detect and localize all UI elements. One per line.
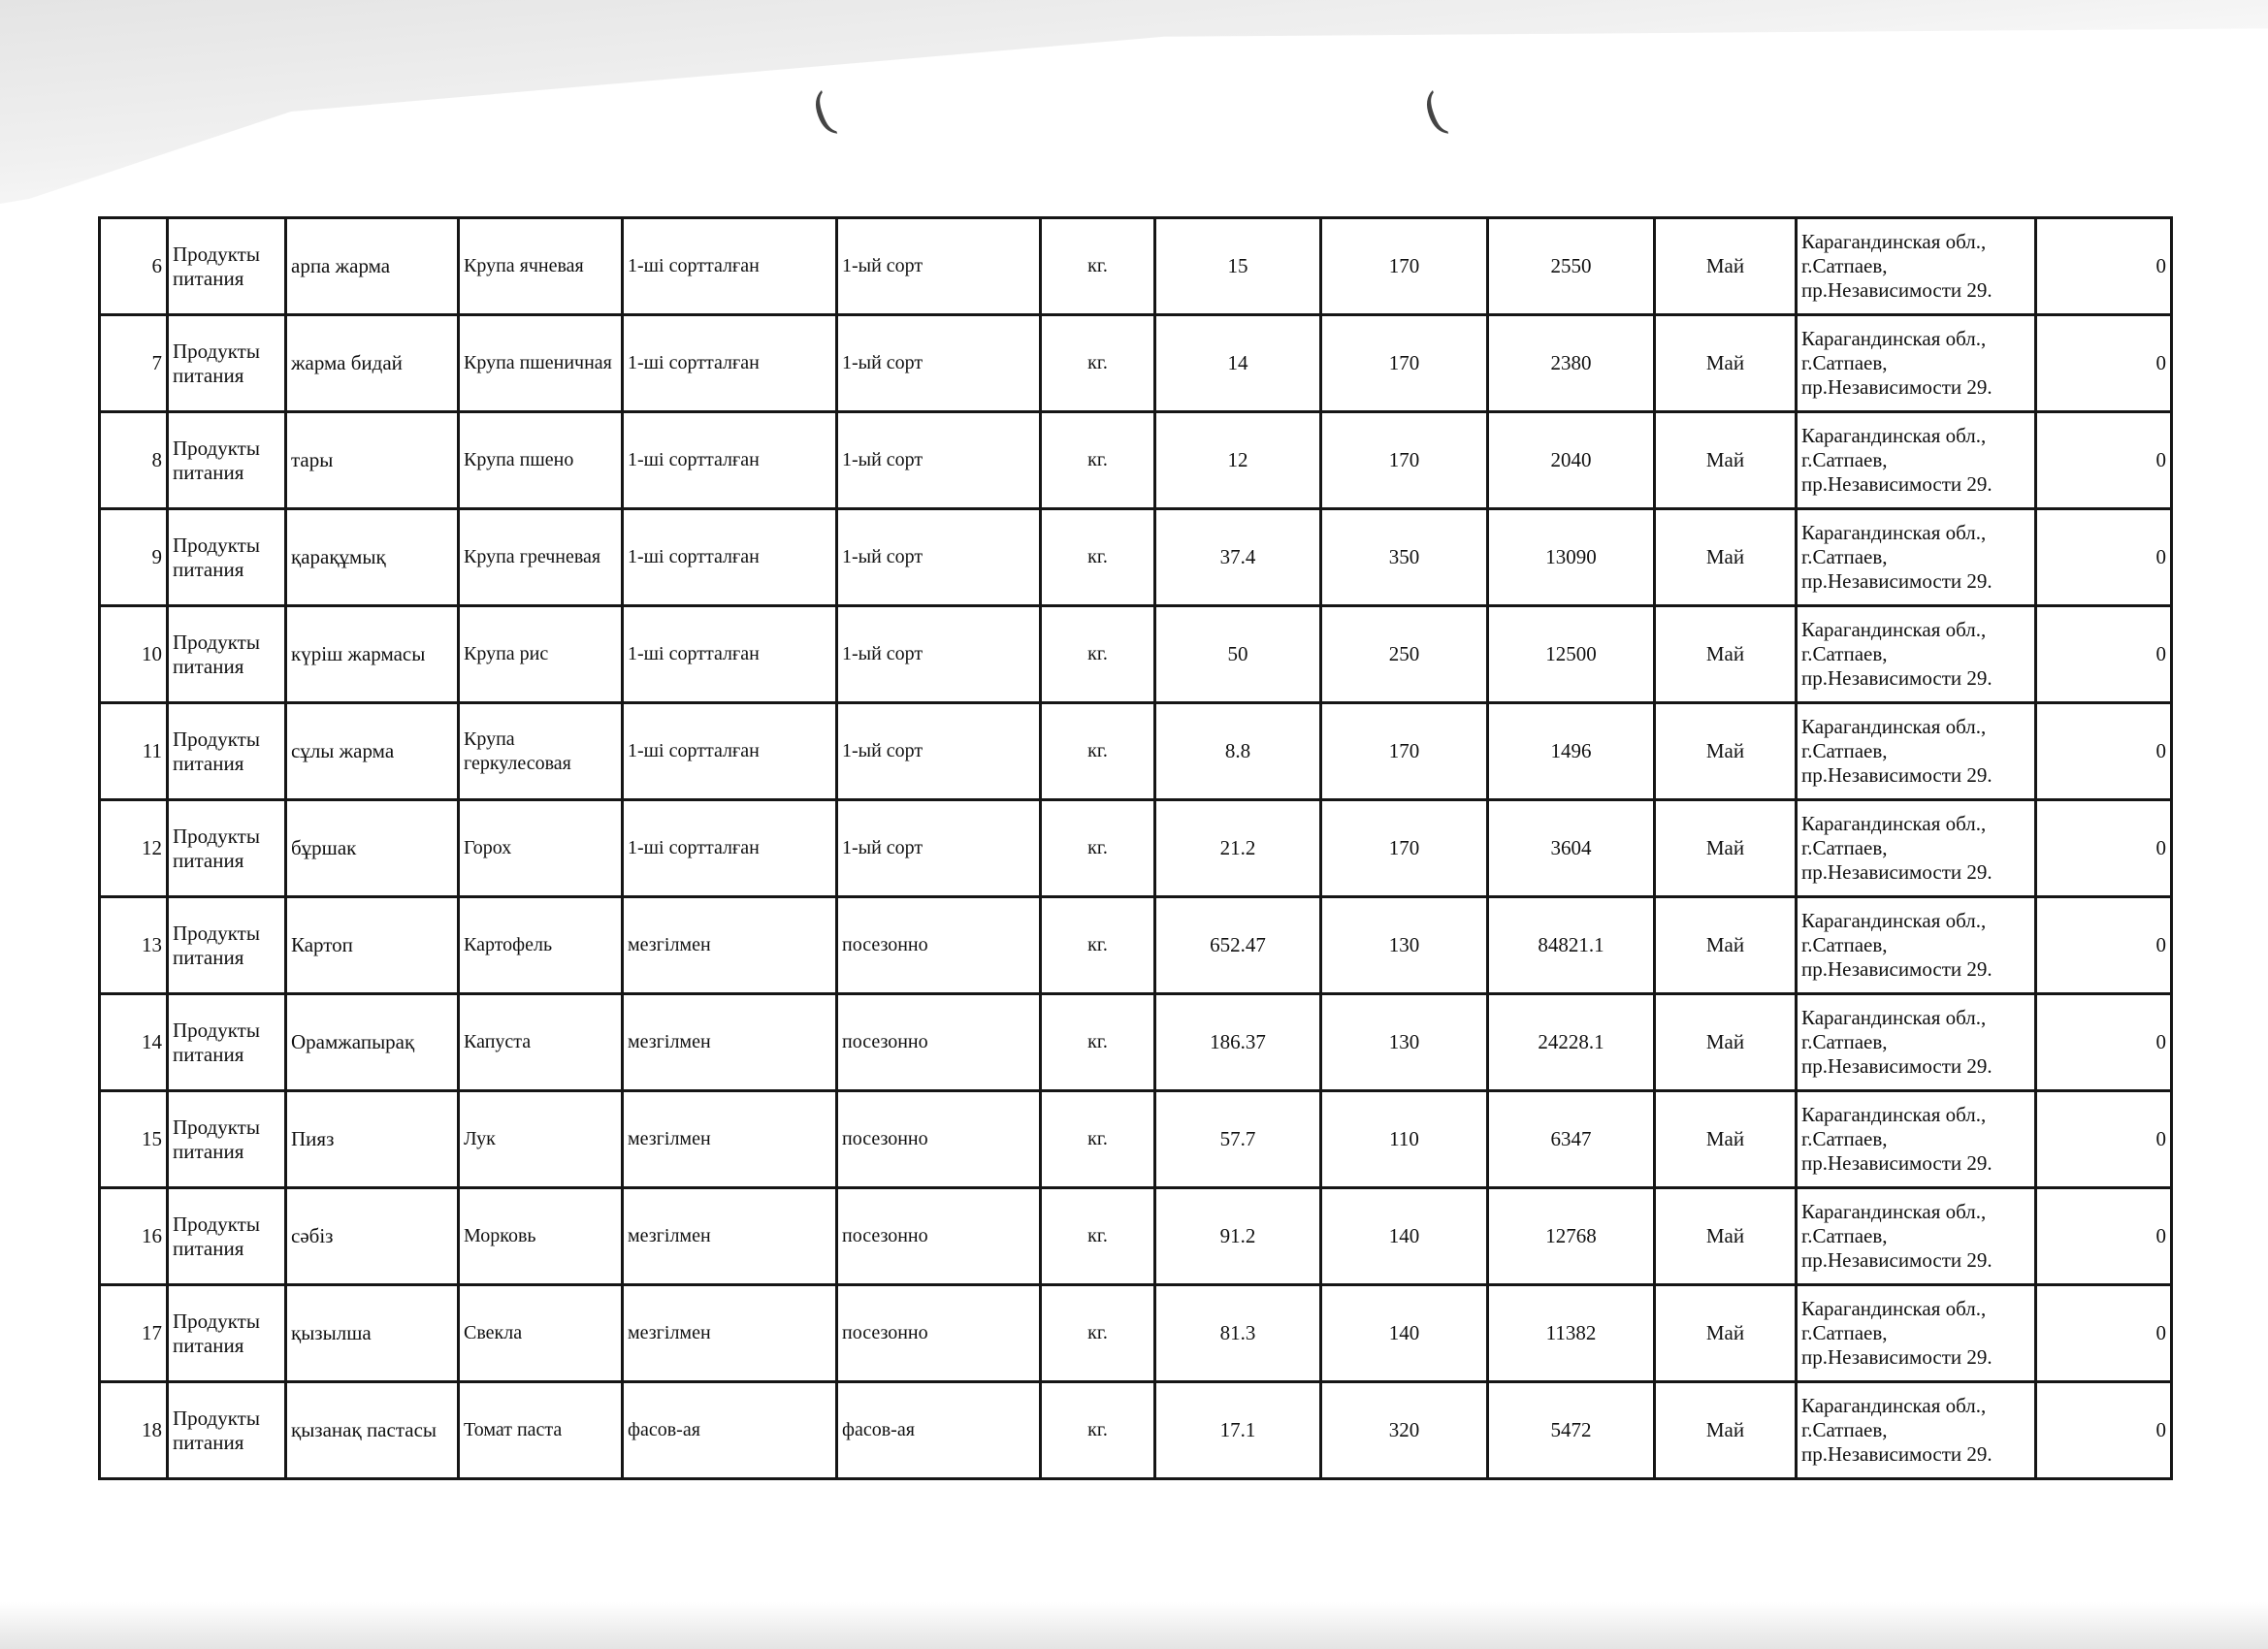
row-number: 12: [100, 800, 168, 897]
table-row: [100, 1188, 2172, 1285]
sum-cell: 11382: [1488, 1285, 1655, 1382]
table-row: [100, 315, 2172, 412]
address-cell: Карагандинская обл., г.Сатпаев, пр.Независимости 29.: [1797, 218, 2036, 315]
address-cell: Карагандинская обл., г.Сатпаев, пр.Независимости 29.: [1797, 1382, 2036, 1479]
name-ru-cell: Морковь: [459, 1188, 623, 1285]
month-cell: Май: [1655, 315, 1797, 412]
row-number: 15: [100, 1091, 168, 1188]
unit-cell: кг.: [1041, 218, 1155, 315]
name-kz-cell: Картоп: [286, 897, 459, 994]
name-ru-cell: Картофель: [459, 897, 623, 994]
sum-cell: 5472: [1488, 1382, 1655, 1479]
row-number: 10: [100, 606, 168, 703]
row-number: 16: [100, 1188, 168, 1285]
name-ru-cell: Крупа ячневая: [459, 218, 623, 315]
address-cell: Карагандинская обл., г.Сатпаев, пр.Независимости 29.: [1797, 897, 2036, 994]
sum-cell: 12768: [1488, 1188, 1655, 1285]
address-cell: Карагандинская обл., г.Сатпаев, пр.Независимости 29.: [1797, 315, 2036, 412]
category-cell: Продукты питания: [168, 800, 286, 897]
row-number: 17: [100, 1285, 168, 1382]
row-number: 18: [100, 1382, 168, 1479]
grade-kz-cell: 1-ші сортталған: [623, 509, 837, 606]
punch-hole-mark-icon: (: [803, 81, 843, 145]
sum-cell: 6347: [1488, 1091, 1655, 1188]
grade-kz-cell: 1-ші сортталған: [623, 412, 837, 509]
sum-cell: 12500: [1488, 606, 1655, 703]
name-kz-cell: сәбіз: [286, 1188, 459, 1285]
last-value-cell: 0: [2036, 1285, 2172, 1382]
grade-ru-cell: посезонно: [837, 1285, 1041, 1382]
address-cell: Карагандинская обл., г.Сатпаев, пр.Независимости 29.: [1797, 994, 2036, 1091]
price-cell: 170: [1321, 218, 1488, 315]
grade-ru-cell: 1-ый сорт: [837, 509, 1041, 606]
table-row: [100, 412, 2172, 509]
category-cell: Продукты питания: [168, 897, 286, 994]
price-cell: 170: [1321, 703, 1488, 800]
table-row: [100, 703, 2172, 800]
month-cell: Май: [1655, 994, 1797, 1091]
category-cell: Продукты питания: [168, 1382, 286, 1479]
price-cell: 140: [1321, 1285, 1488, 1382]
unit-cell: кг.: [1041, 1382, 1155, 1479]
name-ru-cell: Крупа геркулесовая: [459, 703, 623, 800]
month-cell: Май: [1655, 606, 1797, 703]
sum-cell: 1496: [1488, 703, 1655, 800]
last-value-cell: 0: [2036, 412, 2172, 509]
grade-ru-cell: посезонно: [837, 1188, 1041, 1285]
quantity-cell: 50: [1155, 606, 1321, 703]
address-cell: Карагандинская обл., г.Сатпаев, пр.Независимости 29.: [1797, 703, 2036, 800]
grade-kz-cell: 1-ші сортталған: [623, 315, 837, 412]
month-cell: Май: [1655, 1091, 1797, 1188]
last-value-cell: 0: [2036, 897, 2172, 994]
quantity-cell: 186.37: [1155, 994, 1321, 1091]
last-value-cell: 0: [2036, 509, 2172, 606]
last-value-cell: 0: [2036, 218, 2172, 315]
grade-ru-cell: посезонно: [837, 897, 1041, 994]
quantity-cell: 8.8: [1155, 703, 1321, 800]
price-cell: 250: [1321, 606, 1488, 703]
grade-ru-cell: посезонно: [837, 1091, 1041, 1188]
name-kz-cell: қызанақ пастасы: [286, 1382, 459, 1479]
name-ru-cell: Свекла: [459, 1285, 623, 1382]
last-value-cell: 0: [2036, 703, 2172, 800]
scan-shadow-bottom: [0, 1602, 2268, 1649]
row-number: 14: [100, 994, 168, 1091]
name-kz-cell: Пияз: [286, 1091, 459, 1188]
grade-kz-cell: фасов-ая: [623, 1382, 837, 1479]
unit-cell: кг.: [1041, 1091, 1155, 1188]
table-row: [100, 994, 2172, 1091]
unit-cell: кг.: [1041, 703, 1155, 800]
sum-cell: 3604: [1488, 800, 1655, 897]
category-cell: Продукты питания: [168, 1188, 286, 1285]
row-number: 6: [100, 218, 168, 315]
grade-kz-cell: мезгілмен: [623, 994, 837, 1091]
grade-ru-cell: 1-ый сорт: [837, 703, 1041, 800]
month-cell: Май: [1655, 218, 1797, 315]
last-value-cell: 0: [2036, 800, 2172, 897]
grade-kz-cell: мезгілмен: [623, 1091, 837, 1188]
row-number: 13: [100, 897, 168, 994]
last-value-cell: 0: [2036, 1091, 2172, 1188]
last-value-cell: 0: [2036, 994, 2172, 1091]
address-cell: Карагандинская обл., г.Сатпаев, пр.Независимости 29.: [1797, 509, 2036, 606]
name-kz-cell: арпа жарма: [286, 218, 459, 315]
grade-kz-cell: мезгілмен: [623, 1188, 837, 1285]
goods-table: [98, 216, 2173, 1480]
category-cell: Продукты питания: [168, 218, 286, 315]
name-kz-cell: қарақұмық: [286, 509, 459, 606]
grade-kz-cell: 1-ші сортталған: [623, 606, 837, 703]
grade-ru-cell: фасов-ая: [837, 1382, 1041, 1479]
grade-ru-cell: посезонно: [837, 994, 1041, 1091]
month-cell: Май: [1655, 1382, 1797, 1479]
sum-cell: 2040: [1488, 412, 1655, 509]
unit-cell: кг.: [1041, 1188, 1155, 1285]
name-kz-cell: тары: [286, 412, 459, 509]
name-ru-cell: Крупа пшеничная: [459, 315, 623, 412]
name-kz-cell: күріш жармасы: [286, 606, 459, 703]
table-row: [100, 800, 2172, 897]
quantity-cell: 652.47: [1155, 897, 1321, 994]
price-cell: 320: [1321, 1382, 1488, 1479]
quantity-cell: 57.7: [1155, 1091, 1321, 1188]
category-cell: Продукты питания: [168, 1285, 286, 1382]
month-cell: Май: [1655, 800, 1797, 897]
grade-kz-cell: 1-ші сортталған: [623, 218, 837, 315]
quantity-cell: 12: [1155, 412, 1321, 509]
name-kz-cell: Орамжапырақ: [286, 994, 459, 1091]
price-cell: 170: [1321, 412, 1488, 509]
row-number: 11: [100, 703, 168, 800]
grade-kz-cell: 1-ші сортталған: [623, 703, 837, 800]
month-cell: Май: [1655, 703, 1797, 800]
last-value-cell: 0: [2036, 1188, 2172, 1285]
sum-cell: 13090: [1488, 509, 1655, 606]
month-cell: Май: [1655, 1285, 1797, 1382]
address-cell: Карагандинская обл., г.Сатпаев, пр.Независимости 29.: [1797, 1188, 2036, 1285]
quantity-cell: 15: [1155, 218, 1321, 315]
name-kz-cell: жарма бидай: [286, 315, 459, 412]
name-ru-cell: Горох: [459, 800, 623, 897]
quantity-cell: 17.1: [1155, 1382, 1321, 1479]
sum-cell: 2380: [1488, 315, 1655, 412]
sum-cell: 84821.1: [1488, 897, 1655, 994]
name-ru-cell: Крупа пшено: [459, 412, 623, 509]
category-cell: Продукты питания: [168, 315, 286, 412]
last-value-cell: 0: [2036, 1382, 2172, 1479]
table-row: [100, 1382, 2172, 1479]
row-number: 9: [100, 509, 168, 606]
address-cell: Карагандинская обл., г.Сатпаев, пр.Независимости 29.: [1797, 1285, 2036, 1382]
price-cell: 140: [1321, 1188, 1488, 1285]
price-cell: 350: [1321, 509, 1488, 606]
address-cell: Карагандинская обл., г.Сатпаев, пр.Независимости 29.: [1797, 412, 2036, 509]
grade-ru-cell: 1-ый сорт: [837, 315, 1041, 412]
table-body: [100, 218, 2172, 1479]
grade-kz-cell: мезгілмен: [623, 897, 837, 994]
category-cell: Продукты питания: [168, 412, 286, 509]
price-cell: 170: [1321, 315, 1488, 412]
sum-cell: 24228.1: [1488, 994, 1655, 1091]
name-kz-cell: бұршак: [286, 800, 459, 897]
category-cell: Продукты питания: [168, 1091, 286, 1188]
table-row: [100, 897, 2172, 994]
name-ru-cell: Капуста: [459, 994, 623, 1091]
unit-cell: кг.: [1041, 412, 1155, 509]
quantity-cell: 81.3: [1155, 1285, 1321, 1382]
unit-cell: кг.: [1041, 994, 1155, 1091]
price-cell: 110: [1321, 1091, 1488, 1188]
category-cell: Продукты питания: [168, 509, 286, 606]
punch-hole-mark-icon: (: [1414, 81, 1454, 145]
unit-cell: кг.: [1041, 315, 1155, 412]
price-cell: 130: [1321, 994, 1488, 1091]
unit-cell: кг.: [1041, 1285, 1155, 1382]
price-cell: 130: [1321, 897, 1488, 994]
month-cell: Май: [1655, 1188, 1797, 1285]
table-row: [100, 1091, 2172, 1188]
grade-ru-cell: 1-ый сорт: [837, 606, 1041, 703]
grade-kz-cell: мезгілмен: [623, 1285, 837, 1382]
name-ru-cell: Крупа рис: [459, 606, 623, 703]
grade-ru-cell: 1-ый сорт: [837, 218, 1041, 315]
unit-cell: кг.: [1041, 897, 1155, 994]
category-cell: Продукты питания: [168, 994, 286, 1091]
category-cell: Продукты питания: [168, 606, 286, 703]
quantity-cell: 37.4: [1155, 509, 1321, 606]
unit-cell: кг.: [1041, 606, 1155, 703]
last-value-cell: 0: [2036, 315, 2172, 412]
name-kz-cell: қызылша: [286, 1285, 459, 1382]
unit-cell: кг.: [1041, 509, 1155, 606]
row-number: 7: [100, 315, 168, 412]
table-row: [100, 1285, 2172, 1382]
last-value-cell: 0: [2036, 606, 2172, 703]
table-row: [100, 218, 2172, 315]
table-row: [100, 509, 2172, 606]
name-kz-cell: сұлы жарма: [286, 703, 459, 800]
quantity-cell: 21.2: [1155, 800, 1321, 897]
address-cell: Карагандинская обл., г.Сатпаев, пр.Независимости 29.: [1797, 1091, 2036, 1188]
grade-ru-cell: 1-ый сорт: [837, 412, 1041, 509]
category-cell: Продукты питания: [168, 703, 286, 800]
quantity-cell: 14: [1155, 315, 1321, 412]
scan-shadow-top: [0, 0, 2268, 204]
address-cell: Карагандинская обл., г.Сатпаев, пр.Независимости 29.: [1797, 800, 2036, 897]
unit-cell: кг.: [1041, 800, 1155, 897]
quantity-cell: 91.2: [1155, 1188, 1321, 1285]
month-cell: Май: [1655, 509, 1797, 606]
name-ru-cell: Крупа гречневая: [459, 509, 623, 606]
month-cell: Май: [1655, 412, 1797, 509]
price-cell: 170: [1321, 800, 1488, 897]
month-cell: Май: [1655, 897, 1797, 994]
name-ru-cell: Томат паста: [459, 1382, 623, 1479]
row-number: 8: [100, 412, 168, 509]
grade-ru-cell: 1-ый сорт: [837, 800, 1041, 897]
address-cell: Карагандинская обл., г.Сатпаев, пр.Независимости 29.: [1797, 606, 2036, 703]
sum-cell: 2550: [1488, 218, 1655, 315]
table-row: [100, 606, 2172, 703]
grade-kz-cell: 1-ші сортталған: [623, 800, 837, 897]
name-ru-cell: Лук: [459, 1091, 623, 1188]
